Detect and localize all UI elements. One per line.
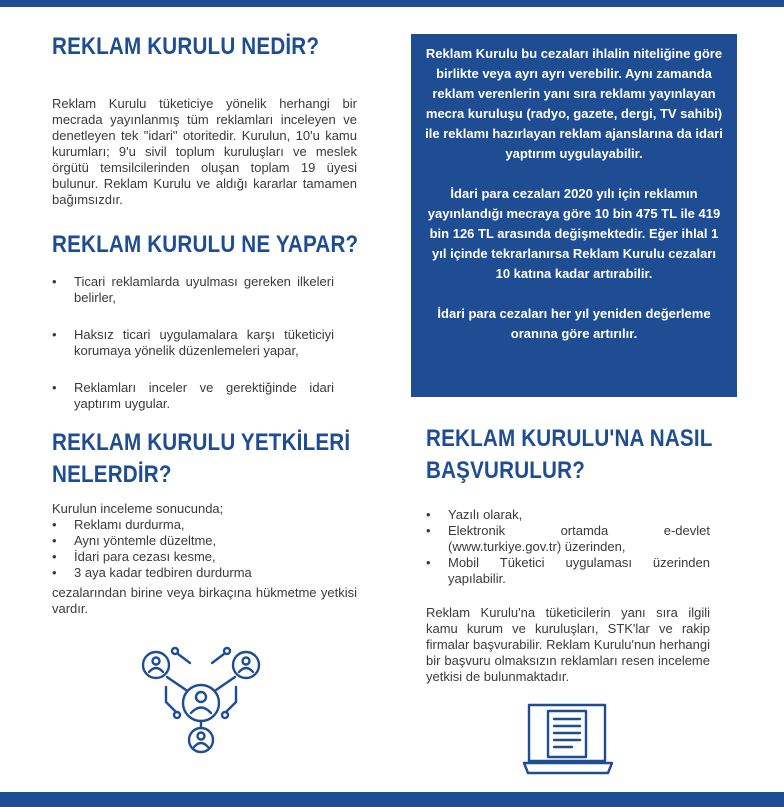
- people-network-icon: [136, 640, 266, 755]
- what-does-list: [52, 274, 334, 412]
- powers-item: • İdari para cezası kesme,: [52, 549, 352, 565]
- how-apply-list: [426, 507, 710, 587]
- section-title-how-apply-line2: BAŞVURULUR?: [426, 457, 585, 484]
- section-title-powers-line2: NELERDİR?: [52, 461, 172, 488]
- powers-item: • Reklamı durdurma,: [52, 517, 352, 533]
- how-apply-item: • Yazılı olarak,: [426, 507, 710, 523]
- powers-outro: cezalarından birine veya birkaçına hükmetme yetkisi vardır.: [52, 585, 357, 616]
- powers-intro: Kurulun inceleme sonucunda;: [52, 501, 224, 516]
- what-does-item: • Ticari reklamlarda uyulması gereken ilkeleri belirler,: [52, 274, 334, 306]
- section-title-what-does: REKLAM KURULU NE YAPAR?: [52, 231, 359, 258]
- bottom-border-bar: [0, 792, 784, 807]
- powers-list: [52, 517, 352, 581]
- powers-item: • Aynı yöntemle düzeltme,: [52, 533, 352, 549]
- how-apply-item: • Elektronik ortamda e-devlet (www.turkiye.gov.tr) üzerinden,: [426, 523, 710, 555]
- how-apply-item: • Mobil Tüketici uygulaması üzerinden yapılabilir.: [426, 555, 710, 587]
- what-does-item: • Reklamları inceler ve gerektiğinde idari yaptırım uygular.: [52, 380, 334, 412]
- laptop-document-icon: [522, 700, 614, 778]
- section-title-what-is: REKLAM KURULU NEDİR?: [52, 33, 320, 60]
- what-is-body: Reklam Kurulu tüketiciye yönelik herhangi bir mecrada yayınlanmış tüm reklamları inceleyen ve denetleyen tek "idari" otoritedir. Kurulun, 10'u kamu kurumları; 9'u sivil toplum kuruluşları ve meslek örgütü temsilcilerinden oluşan toplam 19 üyesi bulunur. Reklam Kurulu ve aldığı kararlar tamamen bağımsızdır.: [52, 96, 357, 207]
- top-border-bar: [0, 0, 784, 7]
- how-apply-body: Reklam Kurulu'na tüketicilerin yanı sıra ilgili kamu kurum ve kuruluşları, STK'lar ve rakip firmalar başvurabilir. Reklam Kurulu'nun herhangi bir başvuru olmaksızın reklamları resen inceleme yetkisi de bulunmaktadır.: [426, 605, 710, 684]
- section-title-how-apply-line1: REKLAM KURULU'NA NASIL: [426, 425, 713, 452]
- penalty-info-paragraph: Reklam Kurulu bu cezaları ihlalin niteliğine göre birlikte veya ayrı ayrı verebilir. Aynı zamanda reklam verenlerin yanı sıra reklamı yayınlayan mecra kuruluşu (radyo, gazete, dergi, TV sahibi) ile reklamı hazırlayan reklam ajanslarına da idari yaptırım uygulayabilir.: [425, 46, 723, 161]
- section-title-powers-line1: REKLAM KURULU YETKİLERİ: [52, 429, 351, 456]
- penalty-info-paragraph: İdari para cezaları her yıl yeniden değerleme oranına göre artırılır.: [437, 306, 711, 341]
- powers-item: • 3 aya kadar tedbiren durdurma: [52, 565, 352, 581]
- what-does-item: • Haksız ticari uygulamalara karşı tüketiciyi korumaya yönelik düzenlemeleri yapar,: [52, 327, 334, 359]
- penalty-info-box: [411, 34, 737, 397]
- penalty-info-paragraph: İdari para cezaları 2020 yılı için reklamın yayınlandığı mecraya göre 10 bin 475 TL ile 419 bin 126 TL arasında değişmektedir. Eğer ihlal 1 yıl içinde tekrarlanırsa Reklam Kurulu cezaları 10 katına kadar artırabilir.: [427, 186, 721, 281]
